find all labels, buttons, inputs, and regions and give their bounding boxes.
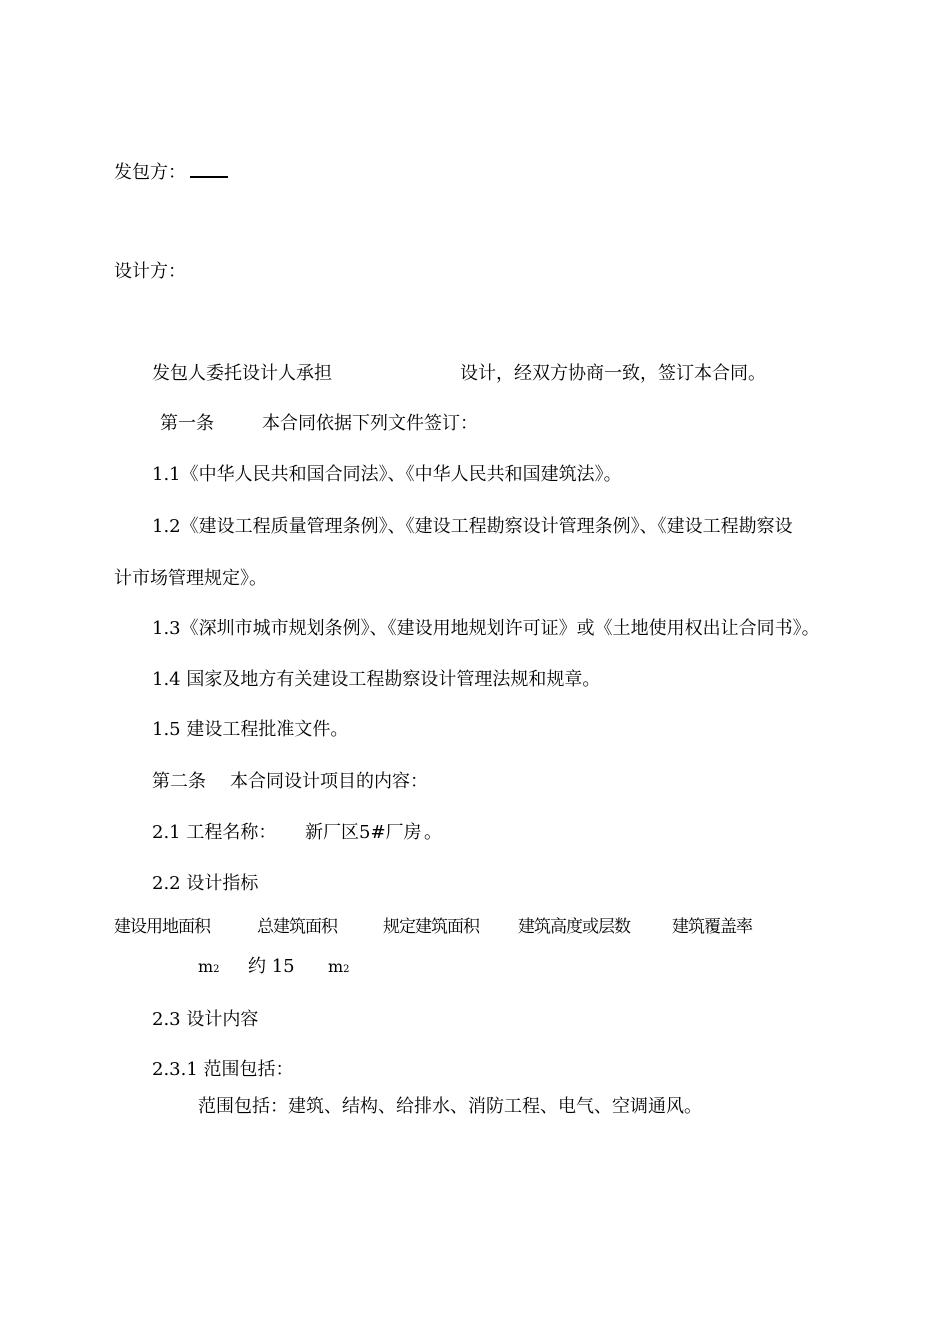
party-a-blank[interactable] — [190, 158, 228, 178]
intro-left: 发包人委托设计人承担 — [152, 363, 332, 384]
scope-text: 范围包括：建筑、结构、给排水、消防工程、电气、空调通风。 — [198, 1096, 702, 1117]
indicators-label: 2.2 设计指标 — [152, 873, 259, 894]
article2-num: 第二条 — [152, 771, 206, 792]
article1-item: 1.1《中华人民共和国合同法》、《中华人民共和国建筑法》。 — [152, 464, 622, 485]
indicator-header: 总建筑面积 — [257, 917, 337, 937]
project-label: 2.1 工程名称： — [152, 822, 277, 843]
indicator-unit-1 — [198, 955, 220, 982]
unit-sup: 2 — [343, 964, 350, 975]
indicator-header: 建设用地面积 — [114, 917, 210, 937]
unit-m: m — [198, 957, 214, 976]
indicator-approx: 约 15 — [248, 956, 295, 977]
unit-m: m — [328, 957, 344, 976]
indicator-header: 建筑高度或层数 — [518, 917, 630, 937]
indicator-header: 建筑覆盖率 — [672, 917, 752, 937]
party-a-label: 发包方： — [114, 162, 186, 183]
scope-label: 2.3.1 范围包括： — [152, 1059, 294, 1080]
indicator-unit-2 — [328, 955, 350, 982]
indicator-header: 规定建筑面积 — [383, 917, 479, 937]
content-label: 2.3 设计内容 — [152, 1009, 259, 1030]
article1-title: 本合同依据下列文件签订： — [262, 413, 478, 434]
party-b-label: 设计方： — [114, 261, 186, 282]
project-end: 。 — [424, 822, 442, 843]
article1-item: 1.5 建设工程批准文件。 — [152, 719, 349, 740]
unit-sup: 2 — [213, 964, 220, 975]
project-name: 新厂区5#厂房 — [305, 822, 422, 843]
party-a-line — [114, 158, 228, 185]
article1-item: 计市场管理规定》。 — [114, 568, 267, 589]
intro-right: 设计，经双方协商一致，签订本合同。 — [460, 363, 766, 384]
article1-item: 1.3《深圳市城市规划条例》、《建设用地规划许可证》或《土地使用权出让合同书》。 — [152, 618, 820, 639]
article2-title: 本合同设计项目的内容： — [230, 771, 428, 792]
article1-item: 1.2《建设工程质量管理条例》、《建设工程勘察设计管理条例》、《建设工程勘察设 — [152, 516, 793, 537]
article1-item: 1.4 国家及地方有关建设工程勘察设计管理法规和规章。 — [152, 669, 601, 690]
article1-num: 第一条 — [160, 413, 214, 434]
